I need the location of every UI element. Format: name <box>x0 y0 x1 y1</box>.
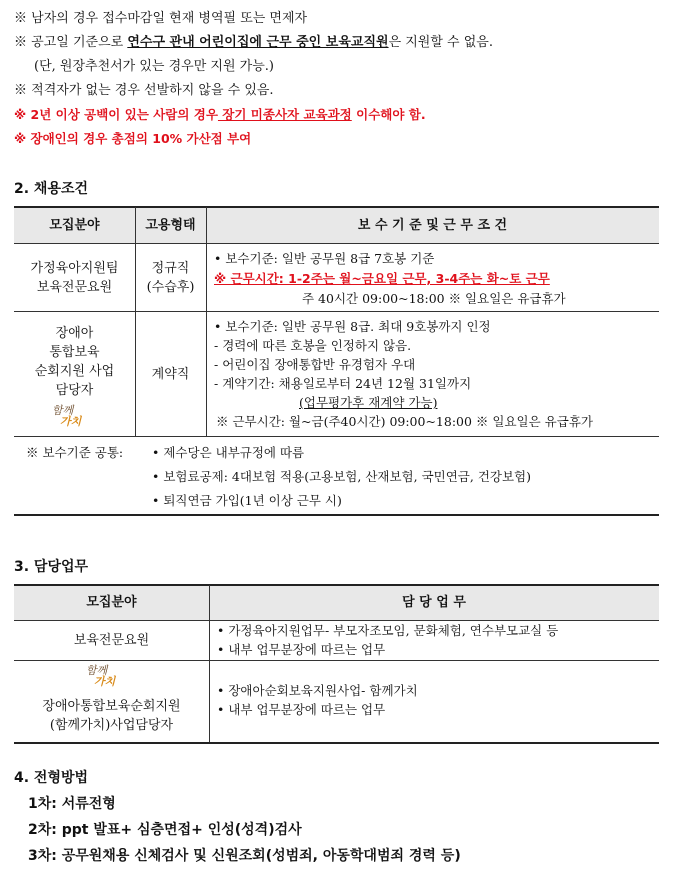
selection-step-3: 3차: 공무원채용 신체검사 및 신원조회(성범죄, 아동학대범죄 경력 등) <box>28 848 461 864</box>
table2-row2-duty: • 장애아순회보육지원사업- 함께가치 <box>217 683 418 698</box>
note-no-candidate: ※ 적격자가 없는 경우 선발하지 않을 수 있음. <box>14 83 274 98</box>
selection-step-1: 1차: 서류전형 <box>28 796 116 812</box>
table1-row2-type: 계약직 <box>151 366 190 382</box>
table2-header-field: 모집분야 <box>86 595 137 610</box>
row2-line: • 보수기준: 일반 공무원 8급. 최대 9호봉까지 인정 <box>214 319 491 334</box>
row2-line: - 어린이집 장애통합반 유경험자 우대 <box>214 357 416 372</box>
table2-row2-field: 장애아통합보육순회지원 (함께가치)사업담당자 <box>42 699 181 733</box>
section-title-conditions: 2. 채용조건 <box>14 181 89 197</box>
table2-bottom-border <box>14 742 659 744</box>
selection-step-2: 2차: ppt 발표+ 심층면접+ 인성(성격)검사 <box>28 822 302 838</box>
table1-bottom-border <box>14 514 659 516</box>
hamkke-gachi-logo: 함께 가치 <box>52 404 82 428</box>
table1-row2-field: 장애아 통합보육 순회지원 사업 담당자 <box>34 326 115 398</box>
note-ineligible: ※ 공고일 기준으로 연수구 관내 어린이집에 근무 중인 보육교직원은 지원할 수 없음. <box>14 35 493 50</box>
section-title-duties: 3. 담당업무 <box>14 559 89 575</box>
hamkke-gachi-logo: 함께 가치 <box>86 664 116 688</box>
note-disability-bonus: ※ 장애인의 경우 총점의 10% 가산점 부여 <box>14 131 252 146</box>
table1-row-border-2 <box>14 436 659 437</box>
row2-line: - 경력에 따른 호봉을 인정하지 않음. <box>214 338 412 353</box>
table1-row1-type: 정규직 (수습후) <box>146 260 195 295</box>
note-military: ※ 남자의 경우 접수마감일 현재 병역필 또는 면제자 <box>14 11 308 26</box>
table2-row1-duty: • 가정육아지원업무- 부모자조모임, 문화체험, 연수부모교실 등 <box>217 623 559 638</box>
common-pay-item: • 제수당은 내부규정에 따름 <box>152 445 305 460</box>
row2-line: ※ 근무시간: 월~금(주40시간) 09:00~18:00 ※ 일요일은 유급휴가 <box>216 414 593 429</box>
row1-work-hours: ※ 근무시간: 1-2주는 월~금요일 근무, 3-4주는 화~토 근무 <box>214 271 550 286</box>
table2-row-border <box>14 660 659 661</box>
row2-line: - 계약기간: 채용일로부터 24년 12월 31일까지 <box>214 376 472 391</box>
common-pay-item: • 퇴직연금 가입(1년 이상 근무 시) <box>152 493 342 508</box>
table1-header-type: 고용형태 <box>145 217 196 233</box>
row2-line: (업무평가후 재계약 가능) <box>299 395 438 410</box>
table2-header-duties: 담 당 업 무 <box>402 595 466 610</box>
common-pay-label: ※ 보수기준 공통: <box>26 445 124 460</box>
row1-weekly-hours: 주 40시간 09:00~18:00 ※ 일요일은 유급휴가 <box>302 291 566 306</box>
row1-pay-standard: • 보수기준: 일반 공무원 8급 7호봉 기준 <box>214 251 435 266</box>
section-title-selection: 4. 전형방법 <box>14 770 89 786</box>
common-pay-item: • 보험료공제: 4대보험 적용(고용보험, 산재보험, 국민연금, 건강보험) <box>152 469 532 484</box>
table2-row1-field: 보육전문요원 <box>73 633 150 648</box>
note-exception: (단, 원장추천서가 있는 경우만 지원 가능.) <box>34 59 274 74</box>
note-training-required: ※ 2년 이상 공백이 있는 사람의 경우 장기 미종사자 교육과정 이수해야 함. <box>14 107 426 122</box>
table1-header-field: 모집분야 <box>49 217 100 233</box>
table2-row1-duty: • 내부 업무분장에 따르는 업무 <box>217 642 386 657</box>
table2-row2-duty: • 내부 업무분장에 따르는 업무 <box>217 702 386 717</box>
table1-row1-field: 가정육아지원팀 보육전문요원 <box>30 260 119 295</box>
table1-header-conditions: 보 수 기 준 및 근 무 조 건 <box>357 217 508 233</box>
